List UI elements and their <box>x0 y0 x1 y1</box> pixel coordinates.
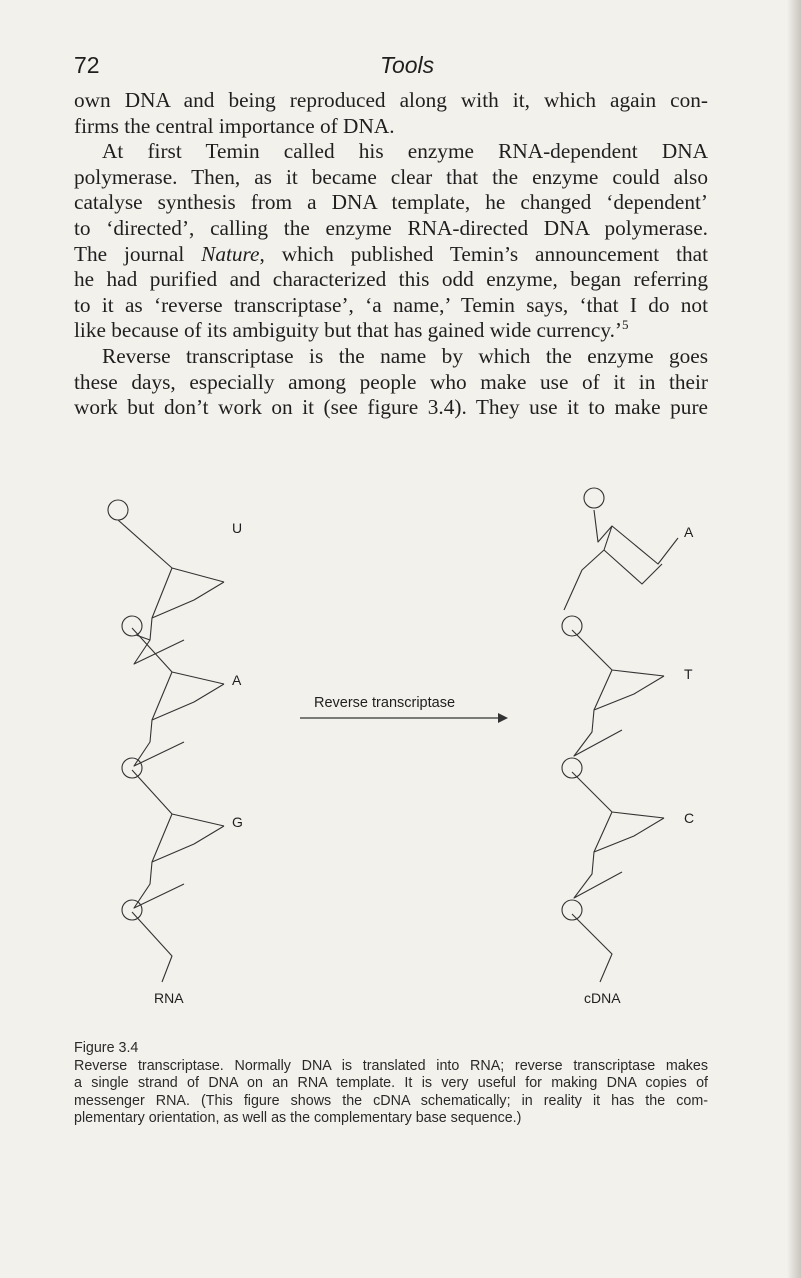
body-text <box>74 88 708 421</box>
phosphate-icon <box>122 616 142 636</box>
phosphate-icon <box>122 900 142 920</box>
figure-caption <box>74 1040 708 1128</box>
cdna-base-label: C <box>684 810 695 826</box>
journal-suffix: , <box>259 241 282 266</box>
phosphate-icon <box>108 500 128 520</box>
paragraph-2 <box>74 139 708 344</box>
rna-label: RNA <box>154 990 184 1006</box>
sugar-ring-icon <box>572 772 664 898</box>
rna-base-label: U <box>232 520 243 536</box>
caption-line: plementary orientation, as well as the complementary base sequence.) <box>74 1110 522 1126</box>
page-edge-shadow <box>787 0 801 1278</box>
phosphate-icon <box>562 758 582 778</box>
text-line: he had purified and characterized this odd enzyme, began referring <box>74 267 708 292</box>
cdna-strand <box>562 488 678 982</box>
caption-line: messenger RNA. (This figure shows the cDNA schematically; in reality it has the com- <box>74 1092 708 1109</box>
caption-line: Reverse transcriptase. Normally DNA is translated into RNA; reverse transcriptase makes <box>74 1057 708 1074</box>
text-line: catalyse synthesis from a DNA template, he changed ‘dependent’ <box>74 190 708 215</box>
text-line: work but don’t work on it (see figure 3.4). They use it to make pure <box>74 395 708 420</box>
strand-diagram <box>74 480 708 1020</box>
rna-base-label: G <box>232 814 243 830</box>
text-line-rest: which published Temin’s announcement that <box>281 241 709 266</box>
arrow-icon <box>300 713 508 723</box>
text-line: polymerase. Then, as it became clear that the enzyme could also <box>74 164 708 189</box>
sugar-ring-icon <box>118 520 224 664</box>
caption-line: a single strand of DNA on an RNA template. It is very useful for making DNA copies of <box>74 1075 708 1091</box>
text-line <box>74 318 708 344</box>
text-line: Reverse transcriptase is the name by which the enzyme goes <box>102 343 708 368</box>
paragraph-3 <box>74 344 708 421</box>
strand-tail <box>572 914 612 982</box>
phosphate-icon <box>562 900 582 920</box>
text-line: At first Temin called his enzyme RNA-dependent DNA <box>102 139 708 164</box>
text-line <box>74 242 708 268</box>
cdna-base-label: A <box>684 524 694 540</box>
sugar-ring-icon <box>132 628 224 766</box>
text-line: to ‘directed’, calling the enzyme RNA-directed DNA polymerase. <box>74 215 708 240</box>
cdna-label: cDNA <box>584 990 621 1006</box>
cdna-base-label: T <box>684 666 693 682</box>
text-line: to it as ‘reverse transcriptase’, ‘a name,’ Temin says, ‘that I do not <box>74 292 708 317</box>
sugar-ring-icon <box>132 770 224 908</box>
strand-tail <box>132 912 172 982</box>
phosphate-icon <box>122 758 142 778</box>
running-head: Tools <box>380 52 435 78</box>
paragraph-1 <box>74 88 708 139</box>
arrow-label: Reverse transcriptase <box>314 695 456 711</box>
rna-strand <box>108 500 224 982</box>
phosphate-icon <box>584 488 604 508</box>
phosphate-icon <box>562 616 582 636</box>
sugar-ring-icon <box>572 630 664 756</box>
text-line: firms the central importance of DNA. <box>74 113 395 138</box>
journal-prefix: The journal <box>74 241 202 266</box>
caption-title: Figure 3.4 <box>74 1040 139 1056</box>
journal-name: Nature <box>201 241 260 266</box>
footnote-marker[interactable]: 5 <box>622 317 629 333</box>
figure-3-4 <box>74 480 708 1020</box>
sugar-ring-icon <box>564 510 678 610</box>
page-number: 72 <box>74 52 100 78</box>
text-line: own DNA and being reproduced along with it, which again con- <box>74 88 708 112</box>
rna-base-label: A <box>232 672 242 688</box>
text-line-content: like because of its ambiguity but that has gained wide currency.’ <box>74 318 623 343</box>
text-line: these days, especially among people who make use of it in their <box>74 369 708 394</box>
